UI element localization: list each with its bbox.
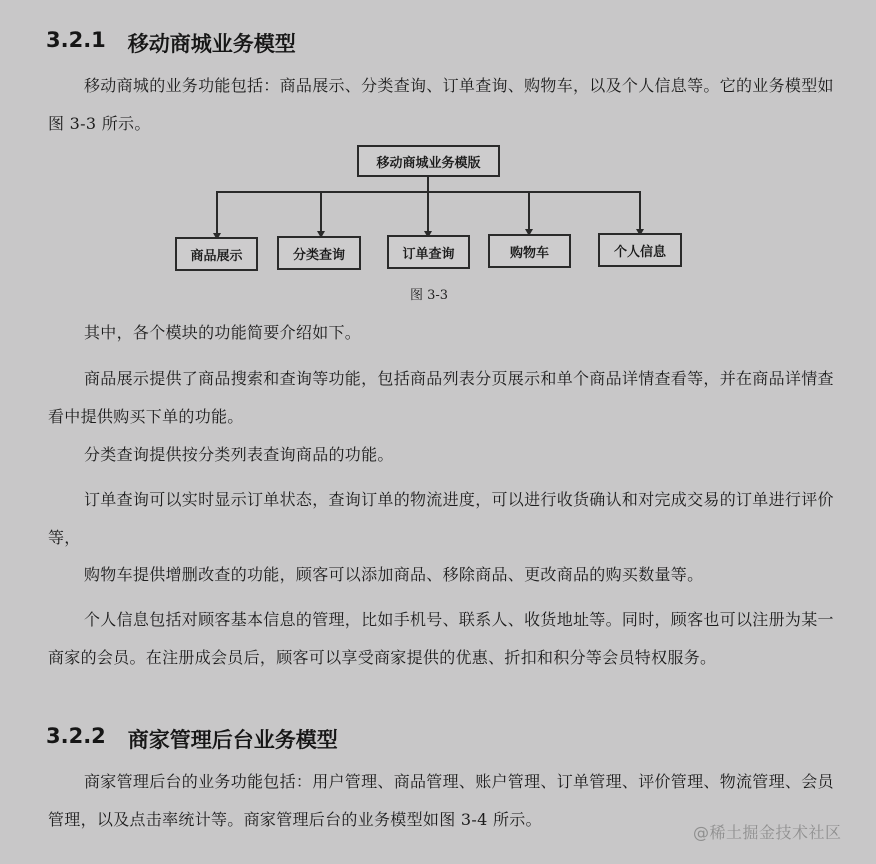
diagram-node: 分类查询 <box>277 236 361 270</box>
body-paragraph: 其中，各个模块的功能简要介绍如下。 <box>84 323 362 342</box>
connector-line <box>639 191 641 233</box>
section-heading-3-2-1 <box>46 28 296 58</box>
connector-line <box>320 191 322 235</box>
business-model-diagram <box>170 145 690 275</box>
diagram-node: 商品展示 <box>175 237 258 271</box>
section-title: 商家管理后台业务模型 <box>127 728 338 752</box>
body-paragraph: 商品展示提供了商品搜索和查询等功能，包括商品列表分页展示和单个商品详情查看等，并在商品详情查看中提供购买下单的功能。 <box>48 369 834 426</box>
section-number: 3.2.2 <box>46 724 106 748</box>
body-paragraph: 订单查询可以实时显示订单状态，查询订单的物流进度，可以进行收货确认和对完成交易的订单进行评价等， <box>48 490 834 547</box>
diagram-node: 个人信息 <box>598 233 682 267</box>
section-title: 移动商城业务模型 <box>127 32 296 56</box>
body-paragraph: 个人信息包括对顾客基本信息的管理，比如手机号、联系人、收货地址等。同时，顾客也可以注册为某一商家的会员。在注册成会员后，顾客可以享受商家提供的优惠、折扣和积分等会员特权服务。 <box>48 610 834 667</box>
section-number: 3.2.1 <box>46 28 106 52</box>
connector-line <box>216 191 218 237</box>
diagram-root-node: 移动商城业务模版 <box>357 145 500 177</box>
body-paragraph: 购物车提供增删改查的功能，顾客可以添加商品、移除商品、更改商品的购买数量等。 <box>84 565 704 584</box>
body-paragraph: 分类查询提供按分类列表查询商品的功能。 <box>84 445 394 464</box>
figure-caption: 图 3-3 <box>410 288 449 303</box>
connector-line <box>427 191 429 235</box>
diagram-node: 订单查询 <box>387 235 470 269</box>
intro-paragraph: 商家管理后台的业务功能包括：用户管理、商品管理、账户管理、订单管理、评价管理、物流管理、会员管理，以及点击率统计等。商家管理后台的业务模型如图 3-4 所示。 <box>48 772 834 829</box>
intro-paragraph: 移动商城的业务功能包括：商品展示、分类查询、订单查询、购物车，以及个人信息等。它的业务模型如图 3-3 所示。 <box>48 76 834 133</box>
connector-line <box>528 191 530 233</box>
diagram-node: 购物车 <box>488 234 571 268</box>
section-heading-3-2-2 <box>46 724 338 754</box>
watermark: @稀土掘金技术社区 <box>693 823 842 842</box>
connector-line <box>427 177 429 191</box>
